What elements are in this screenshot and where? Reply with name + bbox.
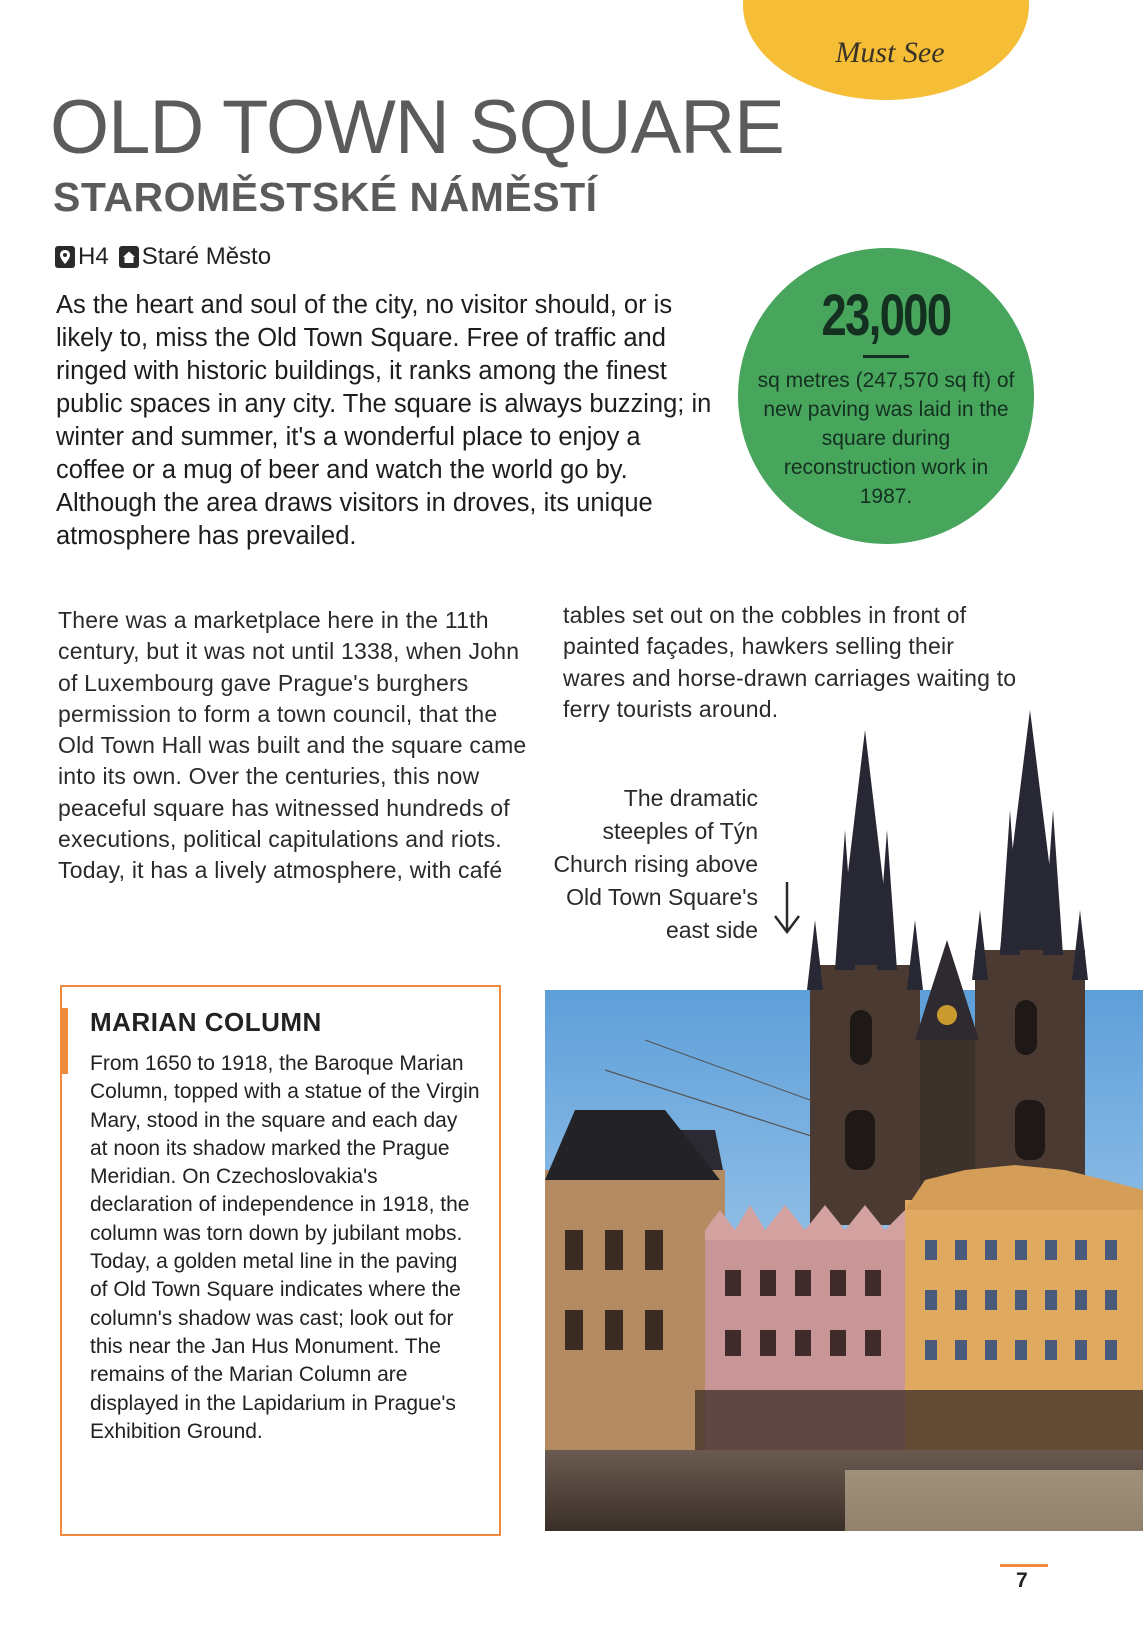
box-accent-bar [60,1008,68,1074]
body-column-1: There was a marketplace here in the 11th century, but it was not until 1338, when John of Luxembourg gave Prague's burghers permission to form a town council, that the Old Town Hall was built and the square came into its own. Over the centuries, this now peaceful square has witnessed hundreds of executions, political capitulations and riots. Today, it has a lively atmosphere, with café [58,607,527,884]
page-number-rule [1000,1564,1048,1567]
page-title: OLD TOWN SQUARE [50,85,784,170]
box-text: From 1650 to 1918, the Baroque Marian Column, topped with a statue of the Virgin Mary, stood in the square and each day at noon its shadow marked the Prague Meridian. On Czechoslovakia's declaration of independence in 1918, the column was torn down by jubilant mobs. Today, a golden metal line in the paving of Old Town Square indicates where the column's shadow was cast; look out for this near the Jan Hus Monument. The remains of the Marian Column are displayed in the Lapidarium in Prague's Exhibition Ground. [90,1052,480,1443]
intro-paragraph: As the heart and soul of the city, no visitor should, or is likely to, miss the Old Town Square. Free of traffic and ringed with historic buildings, it ranks among the finest public spaces in any city. The square is always buzzing; in winter and summer, it's a wonderful place to enjoy a coffee or a mug of beer and watch the world go by. Although the area draws visitors in droves, its unique atmosphere has prevailed. [56,291,712,550]
house-icon [119,246,139,268]
photo-caption: The dramatic steeples of Týn Church rising above Old Town Square's east side [553,785,758,943]
must-see-label: Must See [835,36,945,69]
map-pin-icon [55,246,75,268]
body-column-2: tables set out on the cobbles in front of painted façades, hawkers selling their wares and horse-drawn carriages waiting to ferry tourists around. [563,602,1017,722]
page-number: 7 [1016,1569,1028,1592]
grid-reference: H4 [78,243,109,270]
stat-text: sq metres (247,570 sq ft) of new paving was laid in the square during reconstruction work in 1987. [757,369,1015,508]
box-title: MARIAN COLUMN [90,1007,322,1037]
district-name: Staré Město [141,243,272,270]
stat-divider [863,355,909,358]
tyn-church-photo [545,710,1143,1531]
location-meta [55,243,271,271]
page-subtitle: STAROMĚSTSKÉ NÁMĚSTÍ [53,174,598,220]
stat-number: 23,000 [821,283,951,348]
